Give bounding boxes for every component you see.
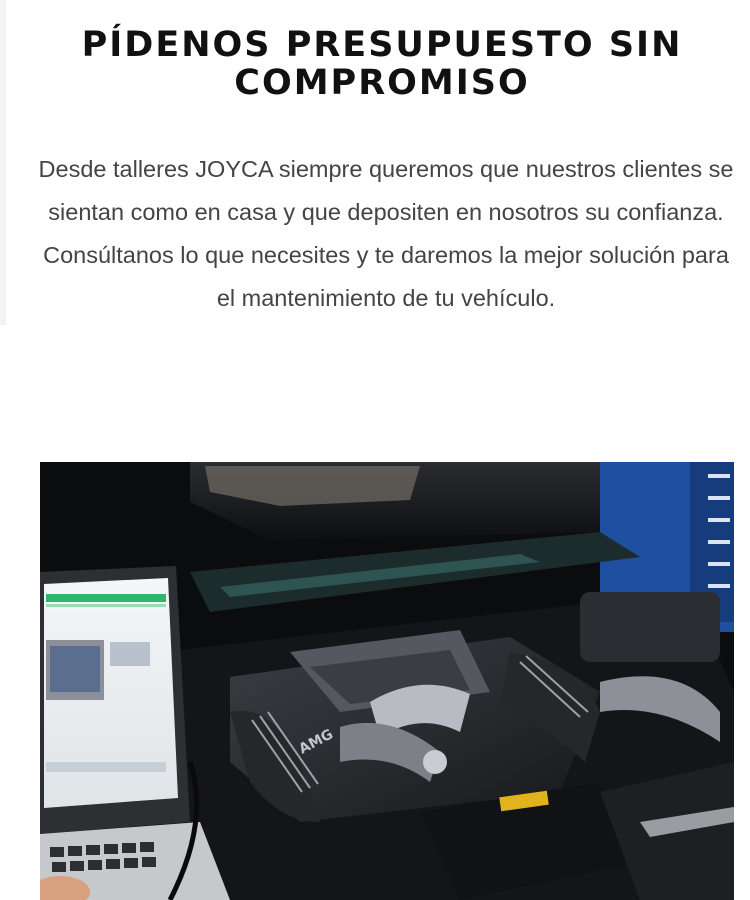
- intro-paragraph: Desde talleres JOYCA siempre queremos que nuestros clientes se sientan como en casa y que depositen en nosotros su confianza. Consúltanos lo que necesites y te daremos la mejor solución para el mantenimiento de tu vehículo.: [38, 156, 734, 311]
- engine-diagnostic-photo: [40, 462, 734, 900]
- engine-cover-badge: AMG: [296, 726, 336, 758]
- page-title: PÍDENOS PRESUPUESTO SIN COMPROMISO: [81, 25, 683, 103]
- page-edge-strip: [0, 0, 6, 325]
